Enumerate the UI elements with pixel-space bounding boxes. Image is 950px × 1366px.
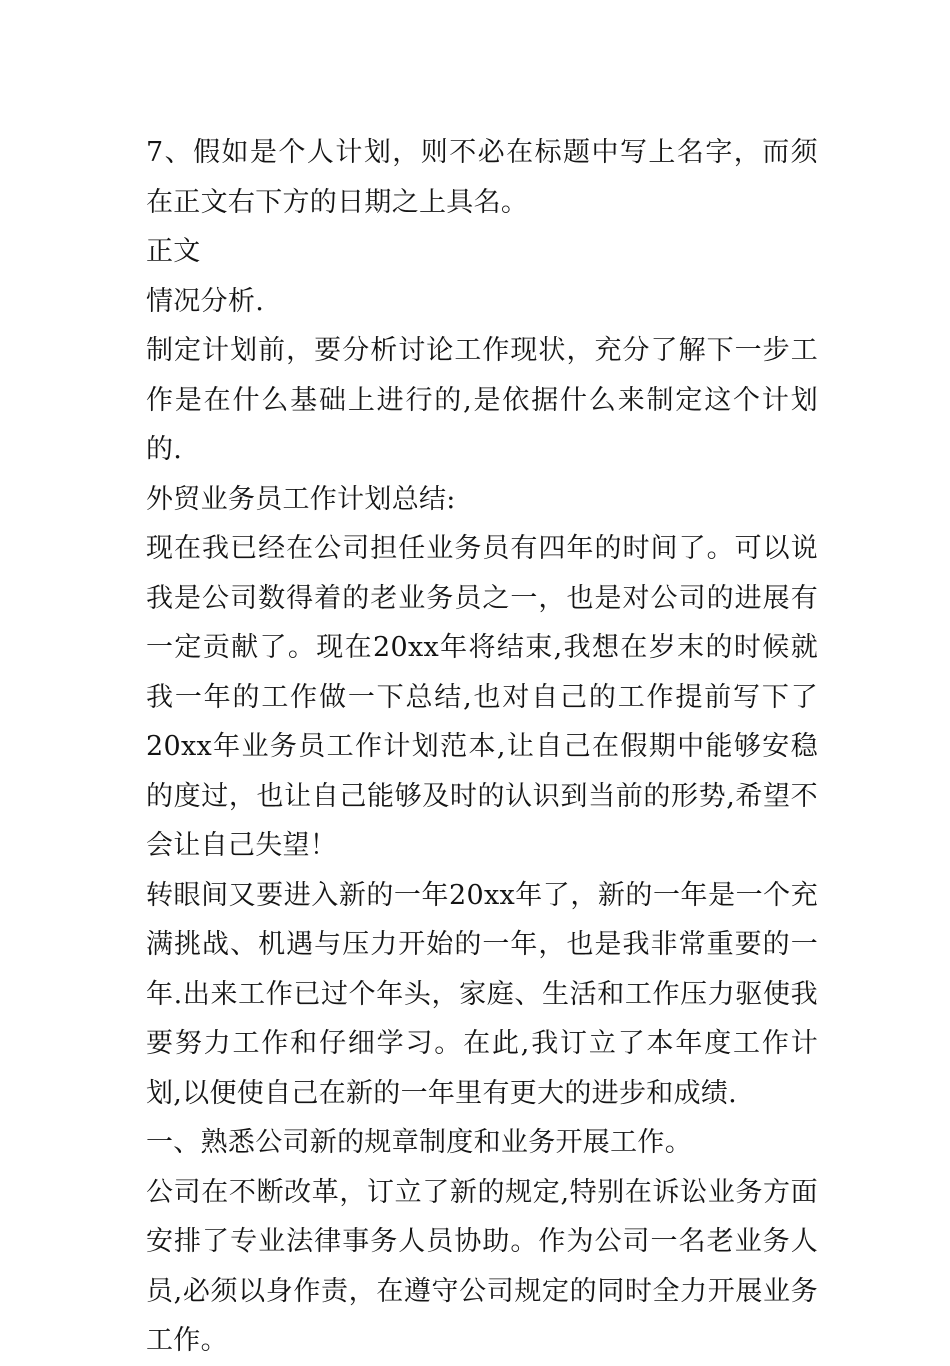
paragraph-new-year: 转眼间又要进入新的一年20xx年了，新的一年是一个充满挑战、机遇与压力开始的一年，也是我非常重要的一年.出来工作已过个年头，家庭、生活和工作压力驱使我要努力工作和仔细学习。在此,我订立了本年度工作计划,以便使自己在新的一年里有更大的进步和成绩. <box>146 879 818 1109</box>
paragraph-intro: 现在我已经在公司担任业务员有四年的时间了。可以说我是公司数得着的老业务员之一，也是对公司的进展有一定贡献了。现在20xx年将结束,我想在岁末的时候就我一年的工作做一下总结,也对自己的工作提前写下了20xx年业务员工作计划范本,让自己在假期中能够安稳的度过，也让自己能够及时的认识到当前的形势,希望不会让自己失望！ <box>146 533 818 861</box>
paragraph-analysis: 制定计划前，要分析讨论工作现状，充分了解下一步工作是在什么基础上进行的,是依据什么来制定这个计划的. <box>146 335 818 465</box>
paragraph-signature-note: 7、假如是个人计划，则不必在标题中写上名字，而须在正文右下方的日期之上具名。 <box>146 137 818 218</box>
heading-summary: 外贸业务员工作计划总结: <box>146 483 456 515</box>
paragraph-section-one: 公司在不断改革，订立了新的规定,特别在诉讼业务方面安排了专业法律事务人员协助。作为公司一名老业务人员,必须以身作责，在遵守公司规定的同时全力开展业务工作。 <box>146 1176 818 1356</box>
heading-situation-analysis: 情况分析. <box>146 285 265 317</box>
heading-section-one: 一、熟悉公司新的规章制度和业务开展工作。 <box>146 1127 692 1158</box>
document-body <box>146 128 818 1366</box>
heading-main-text: 正文 <box>146 236 201 267</box>
